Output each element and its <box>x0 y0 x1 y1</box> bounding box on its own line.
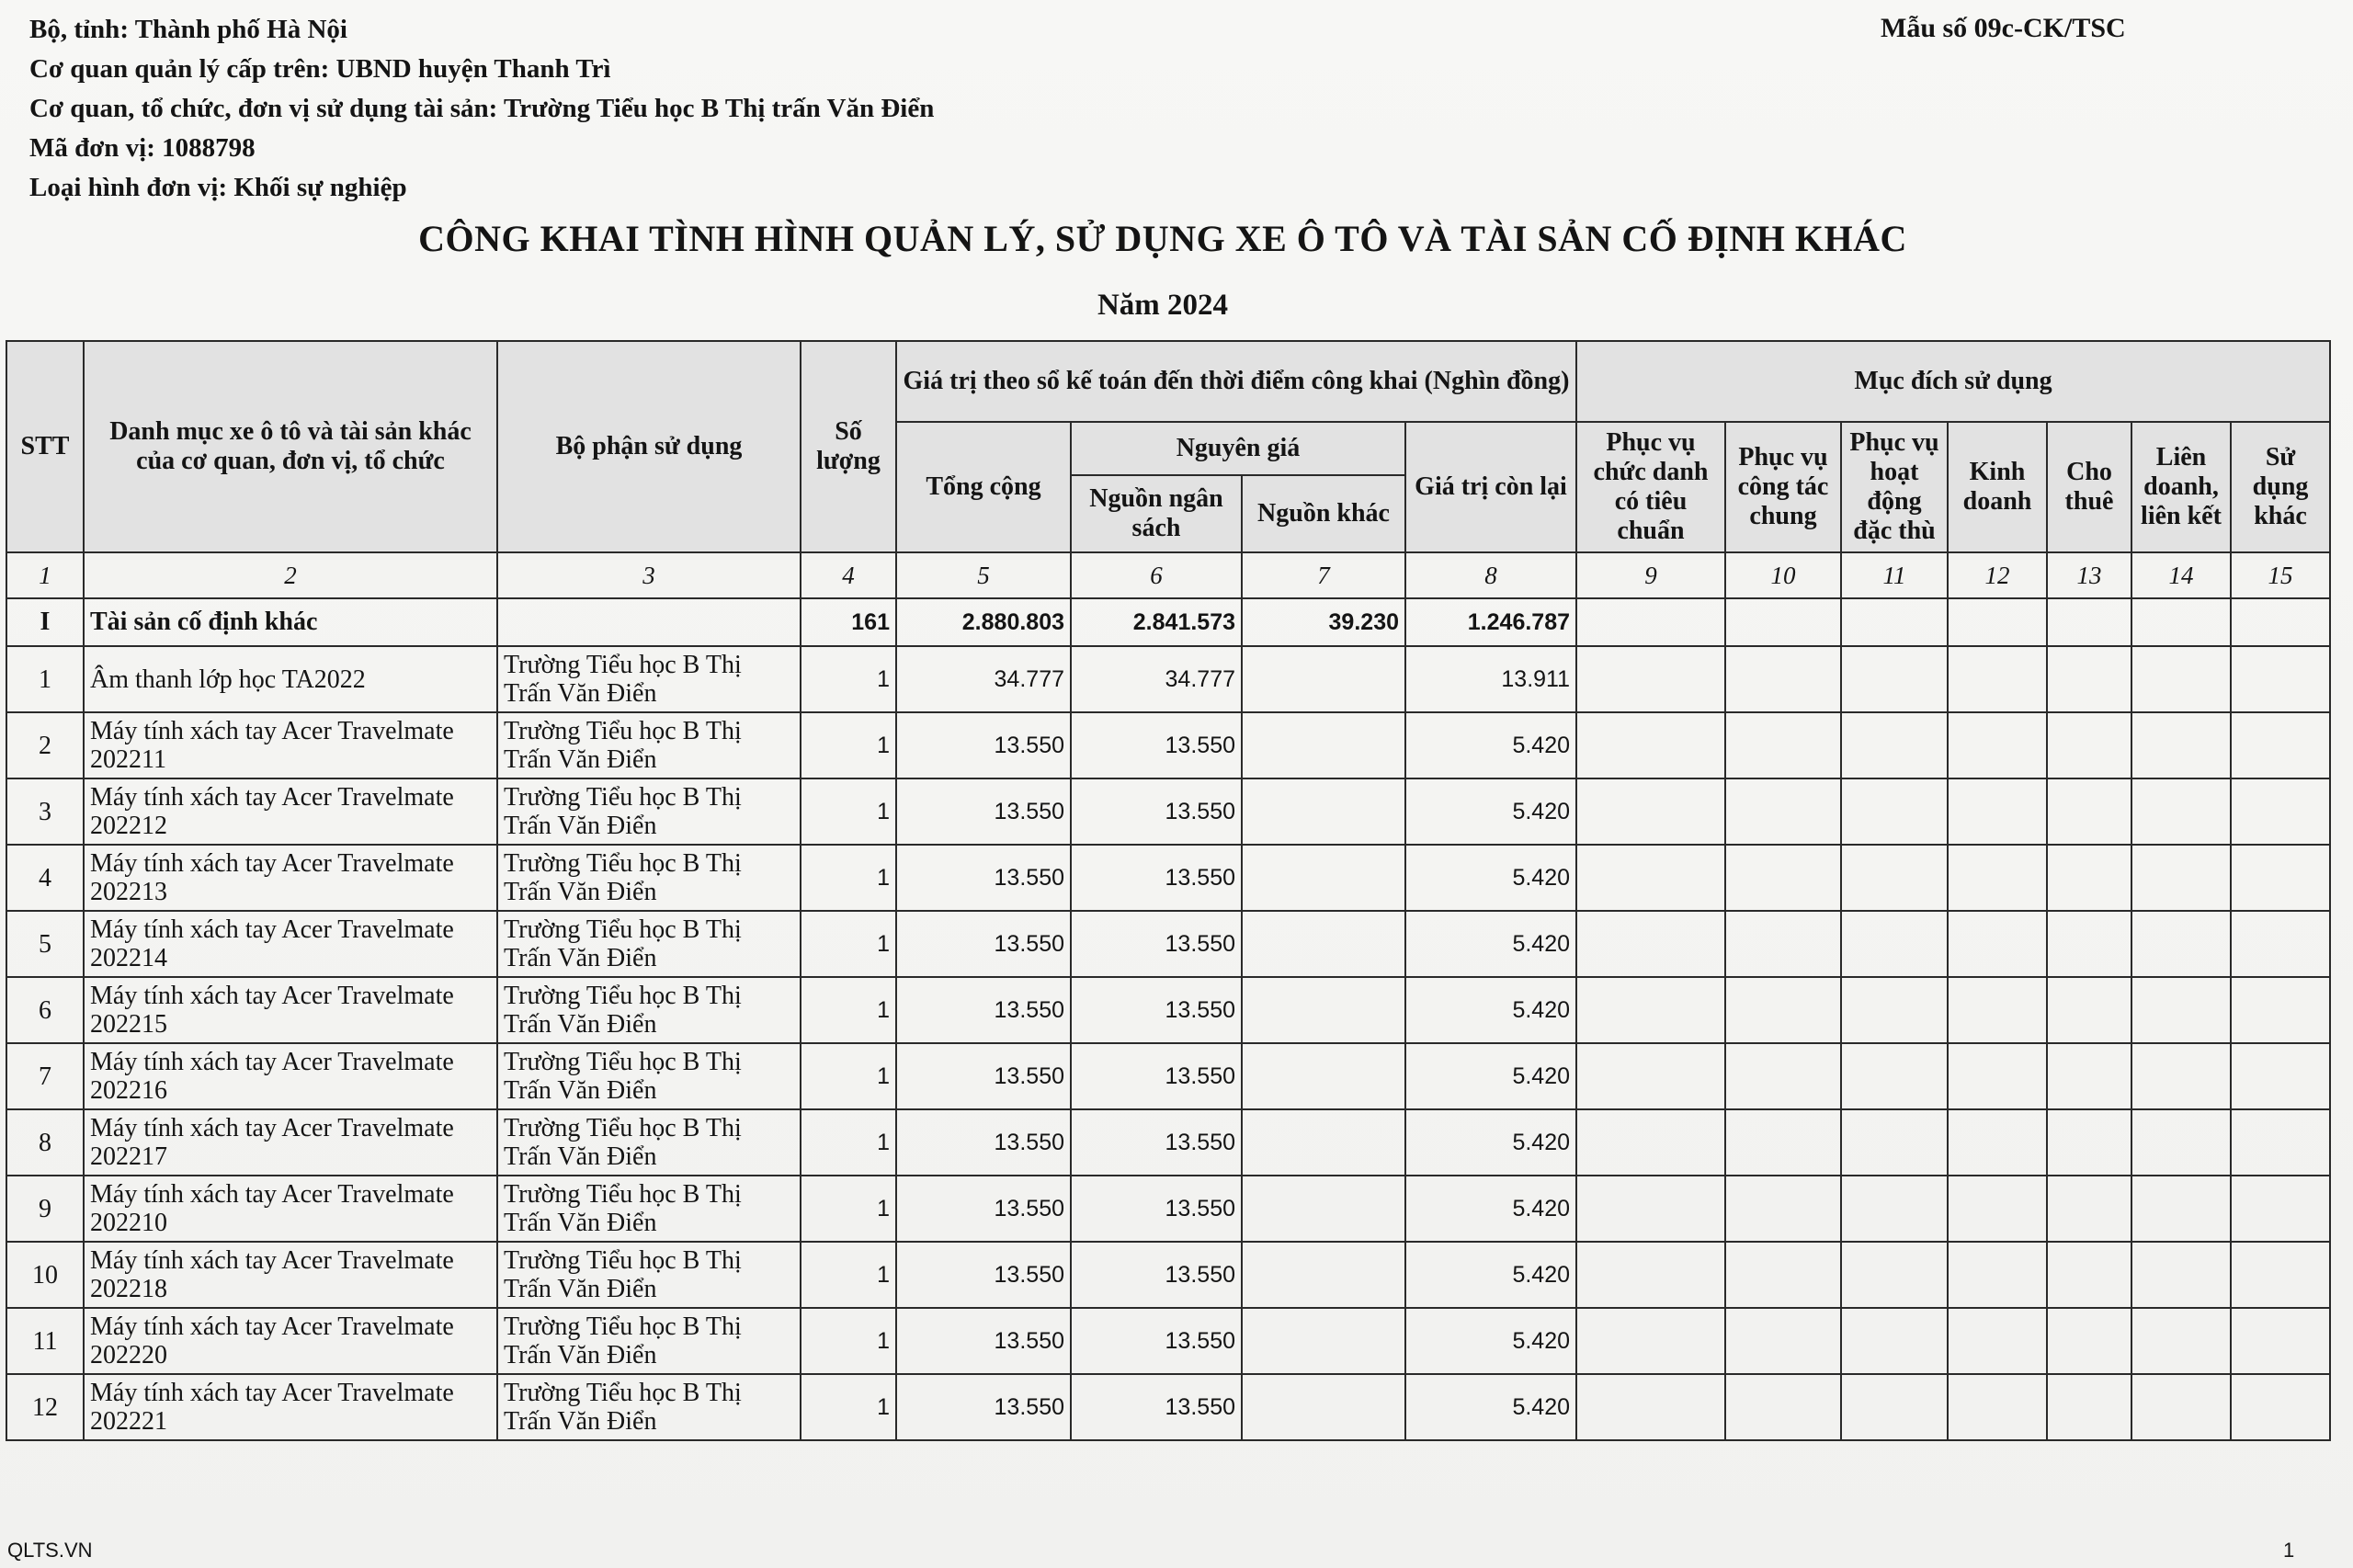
row-department: Trường Tiểu học B Thị Trấn Văn Điển <box>497 1308 801 1374</box>
row-stt: 3 <box>6 778 84 845</box>
col-header-name: Danh mục xe ô tô và tài sản khác của cơ quan, đơn vị, tổ chức <box>84 341 497 552</box>
row-remaining: 5.420 <box>1405 845 1576 911</box>
row-budget: 13.550 <box>1071 911 1242 977</box>
empty-cell <box>2231 646 2330 712</box>
table-row <box>6 646 2330 712</box>
empty-cell <box>1576 1374 1725 1440</box>
row-budget: 13.550 <box>1071 1308 1242 1374</box>
row-remaining: 5.420 <box>1405 1242 1576 1308</box>
empty-cell <box>1725 646 1841 712</box>
row-qty: 1 <box>801 712 896 778</box>
row-asset-name: Máy tính xách tay Acer Travelmate 202215 <box>84 977 497 1043</box>
row-stt: 5 <box>6 911 84 977</box>
empty-cell <box>1576 646 1725 712</box>
row-other-source <box>1242 646 1405 712</box>
column-number: 8 <box>1405 552 1576 598</box>
column-number: 1 <box>6 552 84 598</box>
row-other-source <box>1242 1109 1405 1176</box>
row-asset-name: Máy tính xách tay Acer Travelmate 202220 <box>84 1308 497 1374</box>
column-number: 12 <box>1948 552 2047 598</box>
col-header-budget: Nguồn ngân sách <box>1071 475 1242 552</box>
row-stt: 12 <box>6 1374 84 1440</box>
total-budget: 2.841.573 <box>1071 598 1242 646</box>
column-number: 15 <box>2231 552 2330 598</box>
table-row <box>6 1043 2330 1109</box>
row-stt: 11 <box>6 1308 84 1374</box>
total-row <box>6 598 2330 646</box>
empty-cell <box>2047 646 2131 712</box>
row-remaining: 5.420 <box>1405 977 1576 1043</box>
empty-cell <box>1841 1374 1948 1440</box>
form-number: Mẫu số 09c-CK/TSC <box>1881 13 2126 43</box>
empty-cell <box>1948 845 2047 911</box>
col-header-purpose-group: Mục đích sử dụng <box>1576 341 2330 422</box>
row-budget: 13.550 <box>1071 1109 1242 1176</box>
row-remaining: 5.420 <box>1405 1043 1576 1109</box>
row-qty: 1 <box>801 1242 896 1308</box>
column-number: 5 <box>896 552 1071 598</box>
empty-cell <box>1576 1109 1725 1176</box>
page-number: 1 <box>2283 1539 2295 1562</box>
row-department: Trường Tiểu học B Thị Trấn Văn Điển <box>497 778 801 845</box>
row-remaining: 5.420 <box>1405 1308 1576 1374</box>
row-asset-name: Âm thanh lớp học TA2022 <box>84 646 497 712</box>
column-number: 7 <box>1242 552 1405 598</box>
row-total: 13.550 <box>896 1109 1071 1176</box>
row-department: Trường Tiểu học B Thị Trấn Văn Điển <box>497 712 801 778</box>
row-qty: 1 <box>801 1308 896 1374</box>
row-total: 13.550 <box>896 911 1071 977</box>
empty-cell <box>1841 1242 1948 1308</box>
row-remaining: 5.420 <box>1405 911 1576 977</box>
empty-cell <box>2047 712 2131 778</box>
row-other-source <box>1242 1308 1405 1374</box>
row-total: 13.550 <box>896 1242 1071 1308</box>
empty-cell <box>1841 845 1948 911</box>
empty-cell <box>2231 977 2330 1043</box>
total-other: 39.230 <box>1242 598 1405 646</box>
row-qty: 1 <box>801 845 896 911</box>
row-other-source <box>1242 1242 1405 1308</box>
row-asset-name: Máy tính xách tay Acer Travelmate 202217 <box>84 1109 497 1176</box>
empty-cell <box>1948 977 2047 1043</box>
empty-cell <box>2047 845 2131 911</box>
total-value: 2.880.803 <box>896 598 1071 646</box>
empty-cell <box>1948 598 2047 646</box>
empty-cell <box>2131 1308 2231 1374</box>
empty-cell <box>2231 1242 2330 1308</box>
row-stt: 4 <box>6 845 84 911</box>
empty-cell <box>2131 712 2231 778</box>
row-budget: 13.550 <box>1071 977 1242 1043</box>
row-total: 13.550 <box>896 1043 1071 1109</box>
row-total: 13.550 <box>896 712 1071 778</box>
empty-cell <box>1725 1374 1841 1440</box>
page-title: CÔNG KHAI TÌNH HÌNH QUẢN LÝ, SỬ DỤNG XE Ô TÔ VÀ TÀI SẢN CỐ ĐỊNH KHÁC <box>418 218 1907 259</box>
empty-cell <box>2047 1109 2131 1176</box>
row-asset-name: Máy tính xách tay Acer Travelmate 202211 <box>84 712 497 778</box>
empty-cell <box>1948 1374 2047 1440</box>
empty-cell <box>2231 1176 2330 1242</box>
row-budget: 13.550 <box>1071 1374 1242 1440</box>
column-number: 3 <box>497 552 801 598</box>
header-unit-type: Loại hình đơn vị: Khối sự nghiệp <box>29 173 407 202</box>
row-other-source <box>1242 1374 1405 1440</box>
column-number: 9 <box>1576 552 1725 598</box>
row-asset-name: Máy tính xách tay Acer Travelmate 202218 <box>84 1242 497 1308</box>
row-department: Trường Tiểu học B Thị Trấn Văn Điển <box>497 1043 801 1109</box>
footer-source: QLTS.VN <box>7 1539 93 1562</box>
col-header-p-general: Phục vụ công tác chung <box>1725 422 1841 552</box>
empty-cell <box>1841 646 1948 712</box>
empty-cell <box>1841 598 1948 646</box>
row-remaining: 13.911 <box>1405 646 1576 712</box>
empty-cell <box>2231 598 2330 646</box>
empty-cell <box>2047 1043 2131 1109</box>
row-stt: 9 <box>6 1176 84 1242</box>
col-header-p-lease: Cho thuê <box>2047 422 2131 552</box>
header-unit-code: Mã đơn vị: 1088798 <box>29 133 256 163</box>
row-total: 13.550 <box>896 977 1071 1043</box>
row-qty: 1 <box>801 911 896 977</box>
empty-cell <box>2131 1176 2231 1242</box>
empty-cell <box>2047 1242 2131 1308</box>
row-department: Trường Tiểu học B Thị Trấn Văn Điển <box>497 845 801 911</box>
empty-cell <box>1725 1242 1841 1308</box>
col-header-p-special: Phục vụ hoạt động đặc thù <box>1841 422 1948 552</box>
header-using-unit: Cơ quan, tổ chức, đơn vị sử dụng tài sản: Trường Tiểu học B Thị trấn Văn Điển <box>29 94 935 123</box>
empty-cell <box>2131 1242 2231 1308</box>
table-row <box>6 712 2330 778</box>
row-total: 13.550 <box>896 1308 1071 1374</box>
row-other-source <box>1242 977 1405 1043</box>
empty-cell <box>2231 911 2330 977</box>
row-qty: 1 <box>801 778 896 845</box>
col-header-dept: Bộ phận sử dụng <box>497 341 801 552</box>
empty-cell <box>1576 598 1725 646</box>
header-superior-agency: Cơ quan quản lý cấp trên: UBND huyện Thanh Trì <box>29 54 611 84</box>
empty-cell <box>2131 598 2231 646</box>
row-stt: 10 <box>6 1242 84 1308</box>
empty-cell <box>2131 1043 2231 1109</box>
row-department: Trường Tiểu học B Thị Trấn Văn Điển <box>497 1374 801 1440</box>
row-other-source <box>1242 845 1405 911</box>
empty-cell <box>2047 1308 2131 1374</box>
row-department: Trường Tiểu học B Thị Trấn Văn Điển <box>497 1109 801 1176</box>
row-remaining: 5.420 <box>1405 1176 1576 1242</box>
row-department: Trường Tiểu học B Thị Trấn Văn Điển <box>497 911 801 977</box>
table-row <box>6 778 2330 845</box>
row-remaining: 5.420 <box>1405 1374 1576 1440</box>
empty-cell <box>1841 977 1948 1043</box>
header-ministry: Bộ, tỉnh: Thành phố Hà Nội <box>29 15 347 44</box>
empty-cell <box>1725 1043 1841 1109</box>
empty-cell <box>2047 1374 2131 1440</box>
row-remaining: 5.420 <box>1405 778 1576 845</box>
empty-cell <box>1841 1176 1948 1242</box>
table-row <box>6 1308 2330 1374</box>
row-stt: 8 <box>6 1109 84 1176</box>
row-budget: 13.550 <box>1071 712 1242 778</box>
table-row <box>6 977 2330 1043</box>
asset-table <box>6 340 2331 1441</box>
empty-cell <box>2047 598 2131 646</box>
row-total: 13.550 <box>896 1176 1071 1242</box>
empty-cell <box>1576 977 1725 1043</box>
row-budget: 13.550 <box>1071 1043 1242 1109</box>
empty-cell <box>1576 1176 1725 1242</box>
empty-cell <box>1948 1242 2047 1308</box>
empty-cell <box>1948 646 2047 712</box>
total-stt: I <box>6 598 84 646</box>
total-dept <box>497 598 801 646</box>
row-department: Trường Tiểu học B Thị Trấn Văn Điển <box>497 977 801 1043</box>
empty-cell <box>2131 845 2231 911</box>
row-total: 13.550 <box>896 845 1071 911</box>
row-total: 13.550 <box>896 1374 1071 1440</box>
empty-cell <box>1841 1109 1948 1176</box>
column-number: 4 <box>801 552 896 598</box>
empty-cell <box>2231 778 2330 845</box>
col-header-value-group: Giá trị theo sổ kế toán đến thời điểm công khai (Nghìn đồng) <box>896 341 1576 422</box>
empty-cell <box>1948 778 2047 845</box>
column-number: 6 <box>1071 552 1242 598</box>
empty-cell <box>1948 1176 2047 1242</box>
column-number: 2 <box>84 552 497 598</box>
empty-cell <box>1948 1109 2047 1176</box>
empty-cell <box>1841 1043 1948 1109</box>
row-department: Trường Tiểu học B Thị Trấn Văn Điển <box>497 1242 801 1308</box>
empty-cell <box>1725 778 1841 845</box>
row-qty: 1 <box>801 646 896 712</box>
table-row <box>6 1109 2330 1176</box>
empty-cell <box>2131 1109 2231 1176</box>
row-asset-name: Máy tính xách tay Acer Travelmate 202214 <box>84 911 497 977</box>
report-year: Năm 2024 <box>1097 289 1229 322</box>
empty-cell <box>2131 1374 2231 1440</box>
col-header-total: Tổng cộng <box>896 422 1071 552</box>
column-number: 14 <box>2131 552 2231 598</box>
empty-cell <box>2231 712 2330 778</box>
empty-cell <box>2231 1374 2330 1440</box>
empty-cell <box>1576 911 1725 977</box>
col-header-remaining: Giá trị còn lại <box>1405 422 1576 552</box>
empty-cell <box>1576 712 1725 778</box>
total-qty: 161 <box>801 598 896 646</box>
row-asset-name: Máy tính xách tay Acer Travelmate 202212 <box>84 778 497 845</box>
row-budget: 13.550 <box>1071 1242 1242 1308</box>
row-budget: 13.550 <box>1071 845 1242 911</box>
total-name: Tài sản cố định khác <box>84 598 497 646</box>
empty-cell <box>1576 1242 1725 1308</box>
empty-cell <box>2047 911 2131 977</box>
table-row <box>6 911 2330 977</box>
row-other-source <box>1242 1176 1405 1242</box>
col-header-p-title: Phục vụ chức danh có tiêu chuẩn <box>1576 422 1725 552</box>
empty-cell <box>2131 778 2231 845</box>
table-row <box>6 1176 2330 1242</box>
empty-cell <box>2047 977 2131 1043</box>
empty-cell <box>2231 1043 2330 1109</box>
row-qty: 1 <box>801 1374 896 1440</box>
empty-cell <box>1725 977 1841 1043</box>
empty-cell <box>1841 1308 1948 1374</box>
empty-cell <box>2047 778 2131 845</box>
row-asset-name: Máy tính xách tay Acer Travelmate 202213 <box>84 845 497 911</box>
empty-cell <box>1576 1308 1725 1374</box>
empty-cell <box>1725 712 1841 778</box>
row-asset-name: Máy tính xách tay Acer Travelmate 202221 <box>84 1374 497 1440</box>
row-total: 34.777 <box>896 646 1071 712</box>
col-header-stt: STT <box>6 341 84 552</box>
empty-cell <box>2231 1308 2330 1374</box>
total-remaining: 1.246.787 <box>1405 598 1576 646</box>
row-budget: 13.550 <box>1071 778 1242 845</box>
empty-cell <box>1725 1176 1841 1242</box>
row-department: Trường Tiểu học B Thị Trấn Văn Điển <box>497 646 801 712</box>
row-remaining: 5.420 <box>1405 1109 1576 1176</box>
row-budget: 13.550 <box>1071 1176 1242 1242</box>
row-other-source <box>1242 712 1405 778</box>
empty-cell <box>2131 977 2231 1043</box>
empty-cell <box>2231 845 2330 911</box>
empty-cell <box>1841 712 1948 778</box>
empty-cell <box>2131 911 2231 977</box>
empty-cell <box>1725 1109 1841 1176</box>
col-header-p-other: Sử dụng khác <box>2231 422 2330 552</box>
row-stt: 1 <box>6 646 84 712</box>
row-other-source <box>1242 1043 1405 1109</box>
column-number: 10 <box>1725 552 1841 598</box>
row-other-source <box>1242 911 1405 977</box>
row-qty: 1 <box>801 1176 896 1242</box>
row-stt: 7 <box>6 1043 84 1109</box>
col-header-qty: Số lượng <box>801 341 896 552</box>
col-header-other: Nguồn khác <box>1242 475 1405 552</box>
row-budget: 34.777 <box>1071 646 1242 712</box>
empty-cell <box>1576 845 1725 911</box>
empty-cell <box>1948 712 2047 778</box>
column-number-row <box>6 552 2330 598</box>
empty-cell <box>1948 911 2047 977</box>
column-number: 13 <box>2047 552 2131 598</box>
row-other-source <box>1242 778 1405 845</box>
col-header-original: Nguyên giá <box>1071 422 1405 475</box>
table-row <box>6 845 2330 911</box>
empty-cell <box>1948 1043 2047 1109</box>
empty-cell <box>1576 778 1725 845</box>
empty-cell <box>1841 911 1948 977</box>
empty-cell <box>1725 845 1841 911</box>
table-row <box>6 1242 2330 1308</box>
row-total: 13.550 <box>896 778 1071 845</box>
row-department: Trường Tiểu học B Thị Trấn Văn Điển <box>497 1176 801 1242</box>
row-remaining: 5.420 <box>1405 712 1576 778</box>
empty-cell <box>1841 778 1948 845</box>
empty-cell <box>2131 646 2231 712</box>
row-qty: 1 <box>801 977 896 1043</box>
empty-cell <box>2047 1176 2131 1242</box>
empty-cell <box>1948 1308 2047 1374</box>
col-header-p-joint: Liên doanh, liên kết <box>2131 422 2231 552</box>
col-header-p-business: Kinh doanh <box>1948 422 2047 552</box>
row-qty: 1 <box>801 1043 896 1109</box>
empty-cell <box>1725 911 1841 977</box>
row-stt: 6 <box>6 977 84 1043</box>
row-asset-name: Máy tính xách tay Acer Travelmate 202210 <box>84 1176 497 1242</box>
empty-cell <box>1576 1043 1725 1109</box>
empty-cell <box>1725 598 1841 646</box>
empty-cell <box>2231 1109 2330 1176</box>
row-qty: 1 <box>801 1109 896 1176</box>
column-number: 11 <box>1841 552 1948 598</box>
row-asset-name: Máy tính xách tay Acer Travelmate 202216 <box>84 1043 497 1109</box>
empty-cell <box>1725 1308 1841 1374</box>
row-stt: 2 <box>6 712 84 778</box>
table-row <box>6 1374 2330 1440</box>
